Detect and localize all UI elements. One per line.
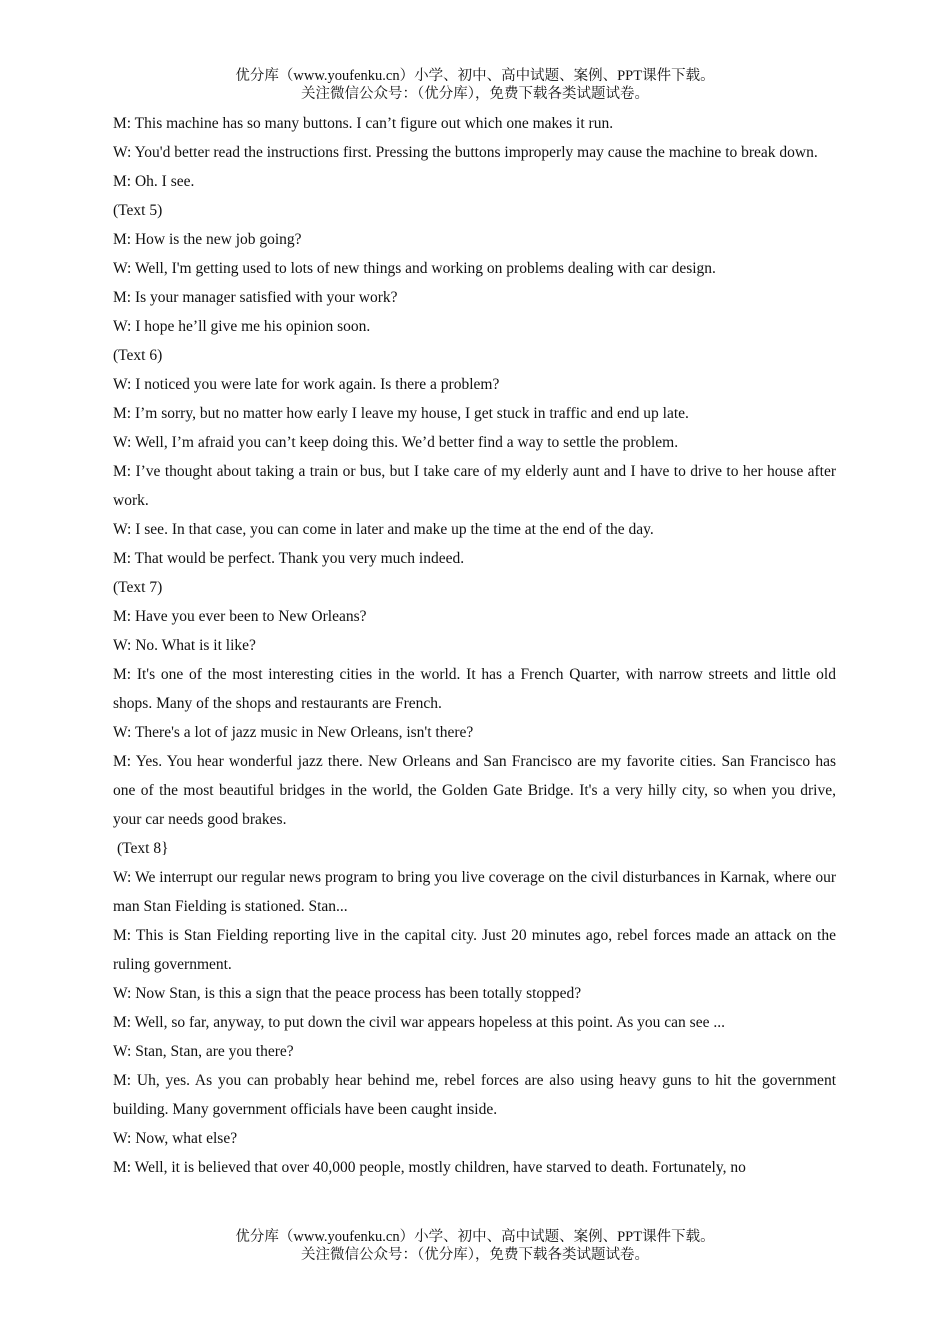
section-heading: (Text 7) [113, 579, 163, 596]
transcript-line: W: You'd better read the instructions first. Pressing the buttons improperly may cause the machine to break down. [113, 144, 818, 161]
transcript-line: M: Is your manager satisfied with your work? [113, 289, 398, 306]
header-wechat-line: 关注微信公众号：（优分库），免费下载各类试题试卷。 [301, 86, 649, 102]
transcript-line: M: This machine has so many buttons. I can’t figure out which one makes it run. [113, 115, 614, 132]
transcript-line: M: Well, so far, anyway, to put down the civil war appears hopeless at this point. As you can see ... [113, 1014, 725, 1031]
header-site-line: 优分库（www.youfenku.cn）小学、初中、高中试题、案例、PPT课件下载。 [235, 68, 715, 84]
transcript-line: W: Well, I’m afraid you can’t keep doing this. We’d better find a way to settle the problem. [113, 434, 679, 451]
transcript-line: W: No. What is it like? [113, 637, 256, 654]
transcript-line: M: This is Stan Fielding reporting live in the capital city. Just 20 minutes ago, rebel forces made an attack on the ruling government. [113, 927, 836, 973]
transcript-line: M: I’m sorry, but no matter how early I leave my house, I get stuck in traffic and end up late. [113, 405, 689, 422]
section-heading: (Text 5) [113, 202, 163, 219]
transcript-line: W: Now Stan, is this a sign that the peace process has been totally stopped? [113, 985, 582, 1002]
transcript-line: W: There's a lot of jazz music in New Orleans, isn't there? [113, 724, 474, 741]
transcript-line: M: How is the new job going? [113, 231, 302, 248]
transcript-line: M: I’ve thought about taking a train or bus, but I take care of my elderly aunt and I have to drive to her house after work. [113, 463, 836, 509]
transcript-line: W: Stan, Stan, are you there? [113, 1043, 294, 1060]
transcript-body [113, 109, 836, 1182]
transcript-line: W: I hope he’ll give me his opinion soon. [113, 318, 371, 335]
section-heading: (Text 6) [113, 347, 163, 364]
transcript-line: W: I see. In that case, you can come in later and make up the time at the end of the day. [113, 521, 654, 538]
footer-site-line: 优分库（www.youfenku.cn）小学、初中、高中试题、案例、PPT课件下载。 [235, 1229, 715, 1245]
footer-wechat-line: 关注微信公众号：（优分库），免费下载各类试题试卷。 [301, 1247, 649, 1263]
transcript-line: M: Yes. You hear wonderful jazz there. New Orleans and San Francisco are my favorite cities. San Francisco has one of the most beautiful bridges in the world, the Golden Gate Bridge. It's a very hilly city, so when you drive, your car needs good brakes. [113, 753, 836, 828]
transcript-line: M: Oh. I see. [113, 173, 195, 190]
section-heading: (Text 8} [117, 840, 169, 857]
transcript-line: W: We interrupt our regular news program to bring you live coverage on the civil disturbances in Karnak, where our man Stan Fielding is stationed. Stan... [113, 869, 836, 915]
transcript-line: W: Well, I'm getting used to lots of new things and working on problems dealing with car design. [113, 260, 716, 277]
transcript-line: M: Well, it is believed that over 40,000 people, mostly children, have starved to death. Fortunately, no [113, 1159, 746, 1176]
transcript-line: M: It's one of the most interesting cities in the world. It has a French Quarter, with narrow streets and little old shops. Many of the shops and restaurants are French. [113, 666, 836, 712]
transcript-line: W: Now, what else? [113, 1130, 238, 1147]
transcript-line: M: That would be perfect. Thank you very much indeed. [113, 550, 465, 567]
transcript-line: W: I noticed you were late for work again. Is there a problem? [113, 376, 500, 393]
transcript-line: M: Uh, yes. As you can probably hear behind me, rebel forces are also using heavy guns to hit the government building. Many government officials have been caught inside. [113, 1072, 836, 1118]
page-header [0, 67, 950, 103]
page-footer [0, 1228, 950, 1264]
transcript-line: M: Have you ever been to New Orleans? [113, 608, 367, 625]
